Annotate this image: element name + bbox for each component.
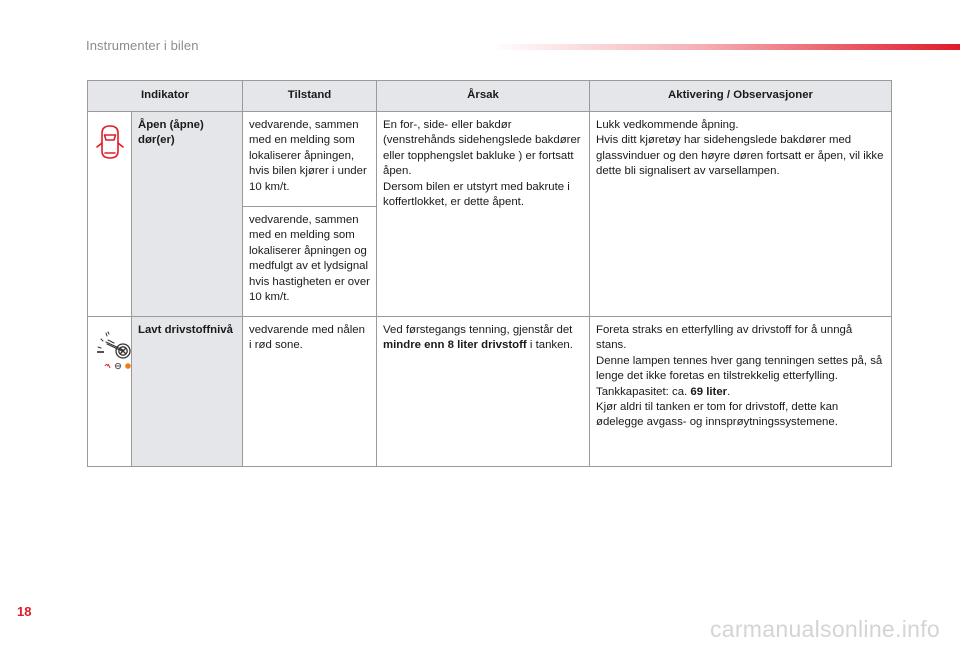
indicator-icon-cell	[88, 317, 132, 467]
capacity-punctuation: .	[727, 385, 731, 398]
action-door-line: Lukk vedkommende åpning.	[596, 119, 739, 131]
action-fuel-line: Denne lampen tennes hver gang tenningen settes på, så lenge det ikke foretas en tilstrekkelig etterfylling.	[596, 354, 883, 383]
action-door-line: Hvis ditt kjøretøy har sidehengslede bakdører med glassvinduer og den høyre døren fortsatt er åpen, vil ikke dette bli signalisert av varsellampen.	[596, 134, 884, 178]
indicator-table	[87, 80, 892, 467]
action-fuel-line: Kjør aldri til tanken er tom for drivstoff, dette kan ødelegge avgass- og innsprøytningssystemene.	[596, 401, 839, 429]
capacity-label: Tankkapasitet: ca.	[596, 385, 691, 398]
fuel-warning-dot	[125, 363, 131, 369]
action-fuel-line: Foreta straks en etterfylling av drivstoff for å unngå stans.	[596, 324, 853, 352]
indicator-name-fuel: Lavt drivstoffnivå	[132, 317, 243, 467]
cause-fuel-text: i tanken.	[526, 339, 573, 352]
cause-fuel	[377, 317, 590, 467]
cause-door-line: Dersom bilen er utstyrt med bakrute i koffertlokket, er dette åpent.	[383, 180, 570, 209]
open-door-car-icon	[95, 124, 125, 160]
page-number: 18	[17, 604, 32, 619]
page-header-title: Instrumenter i bilen	[86, 38, 199, 53]
cause-fuel-text: Ved førstegangs tenning, gjenstår det	[383, 324, 573, 336]
cause-door-line: En for-, side- eller bakdør (venstrehånds sidehengslede bakdører eller topphengslet bakluke ) er fortsatt åpen.	[383, 119, 581, 178]
condition-fuel: vedvarende med nålen i rød sone.	[243, 317, 377, 467]
header-accent-bar	[490, 44, 960, 50]
action-fuel-capacity	[596, 385, 885, 400]
cause-door	[377, 112, 590, 317]
indicator-name-door: Åpen (åpne) dør(er)	[132, 112, 243, 317]
column-header-condition: Tilstand	[243, 81, 377, 112]
fuel-gauge-icon	[94, 329, 134, 373]
table-header-row	[88, 81, 892, 112]
action-fuel	[590, 317, 892, 467]
watermark-text: carmanualsonline.info	[709, 616, 940, 642]
column-header-action: Aktivering / Observasjoner	[590, 81, 892, 112]
capacity-value: 69 liter	[690, 385, 728, 398]
condition-door-low-speed: vedvarende, sammen med en melding som lokaliserer åpningen, hvis bilen kjører i under 10 km/t.	[243, 112, 377, 207]
column-header-cause: Årsak	[377, 81, 590, 112]
column-header-indicator: Indikator	[88, 81, 243, 112]
table-row	[88, 112, 892, 207]
table-row	[88, 317, 892, 467]
condition-door-high-speed: vedvarende, sammen med en melding som lokaliserer åpningen og medfulgt av et lydsignal hvis hastigheten er over 10 km/t.	[243, 207, 377, 317]
indicator-icon-cell	[88, 112, 132, 317]
action-door	[590, 112, 892, 317]
cause-fuel-amount: mindre enn 8 liter drivstoff	[383, 339, 527, 352]
